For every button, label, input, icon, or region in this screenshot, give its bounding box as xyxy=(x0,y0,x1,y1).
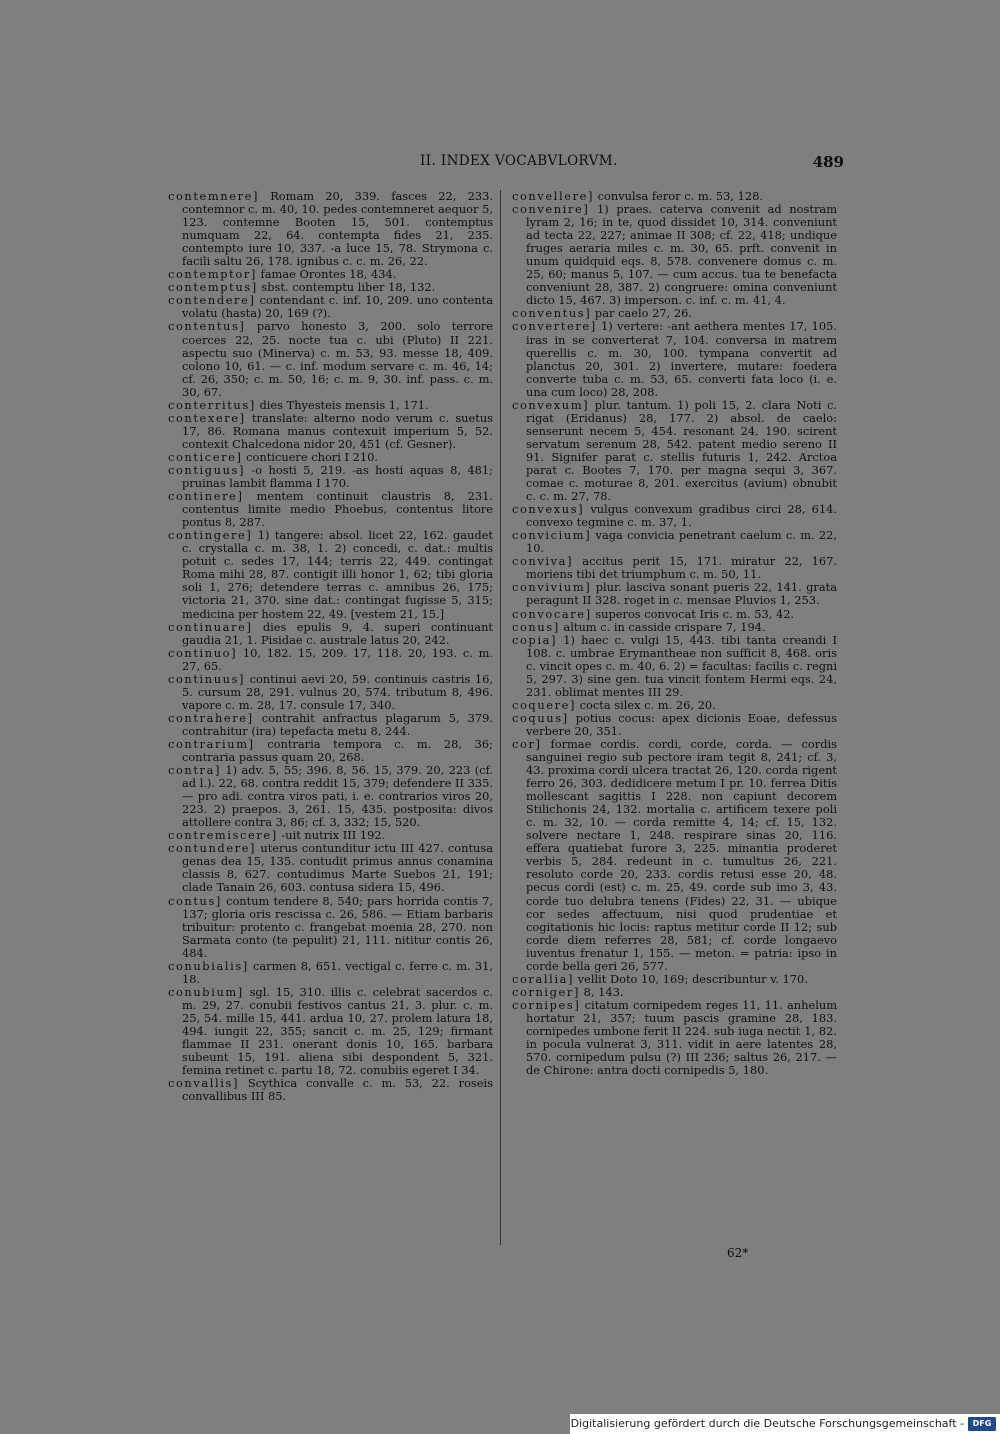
entry-lemma: convenire] xyxy=(512,202,590,217)
index-entry xyxy=(168,712,493,738)
entry-lemma: conterritus] xyxy=(168,397,256,412)
entry-text: contum tendere 8, 540; pars horrida contis 7, 137; gloria oris rescissa c. 26, 586. — Etiam barbaris tribuitur: protento c. frangebat moenia 28, 270. non Sarmata conto (te pepulit) 21, 111. nititur contis 26, 484. xyxy=(182,893,493,960)
entry-lemma: convellere] xyxy=(512,190,595,203)
entry-lemma: contus] xyxy=(168,893,222,908)
entry-text: sgl. 15, 310. illis c. celebrat sacerdos c. m. 29, 27. conubii festivos cantus 21, 3. plur. c. m. 25, 54. mille 15, 441. ardua 10, 27. prolem latura 18, 494. iungit 22, 355; sancit c. m. 25, 129; firmant flammae II 231. onerant donis 10, 165. barbara subeunt 15, 191. aliena sibi despondent 5, 321. femina retinet c. partu 18, 72. conubiis egeret I 34. xyxy=(182,984,493,1078)
entry-lemma: contrahere] xyxy=(168,710,254,725)
index-entry xyxy=(168,464,493,490)
entry-lemma: convertere] xyxy=(512,319,597,334)
entry-text: 1) praes. caterva convenit ad nostram lyram 2, 16; in te, quod dissidet 10, 314. conveniunt ad tecta 22, 227; animae II 308; cf. 22, 418; undique fruges aeraria miles c. m. 30, 65. prft. convenit in unum quidquid eqs. 8, 578. convenere domus c. m. 25, 60; manus 5, 107. — cum accus. tua te benefacta conveniunt 28, 387. 2) congruere: omina conveniunt dicto 15, 467. 3) imperson. c. inf. c. m. 41, 4. xyxy=(526,202,837,308)
entry-text: 8, 143. xyxy=(579,984,624,999)
entry-lemma: convicium] xyxy=(512,528,592,543)
entry-lemma: conticere] xyxy=(168,449,243,464)
entry-lemma: coquus] xyxy=(512,710,569,725)
entry-lemma: conventus] xyxy=(512,306,592,321)
entry-lemma: conubium] xyxy=(168,984,244,999)
entry-text: potius cocus: apex dicionis Eoae, defessus verbere 20, 351. xyxy=(526,710,837,738)
index-entry xyxy=(168,294,493,320)
entry-text: accitus perit 15, 171. miratur 22, 167. moriens tibi det triumphum c. m. 50, 11. xyxy=(526,554,837,582)
entry-lemma: continuo] xyxy=(168,645,238,660)
index-entry xyxy=(512,738,837,973)
entry-text: dies Thyesteis mensis 1, 171. xyxy=(255,397,429,412)
entry-lemma: contendere] xyxy=(168,293,256,308)
entry-lemma: coquere] xyxy=(512,697,577,712)
entry-lemma: contemnere] xyxy=(168,190,259,203)
entry-text: famae Orontes 18, 434. xyxy=(256,267,397,282)
entry-text: continui aevi 20, 59. continuis castris 16, 5. cursum 28, 291. vulnus 20, 574. tributum 8, 496. vapore c. m. 28, 17. consule 17, 340. xyxy=(182,671,493,712)
entry-text: vaga convicia penetrant caelum c. m. 22, 10. xyxy=(526,528,837,556)
index-entry xyxy=(168,764,493,829)
entry-text: formae cordis. cordi, corde, corda. — cordis sanguinei regio sub pectore iram tegit 8, 241; cf. 3, 43. proxima cordi ulcera tractat 26, 120. corda rigent ferro 26, 303. dedidicere metum I pr. 10. ferrea Ditis mollescant sagittis I 228. non capiunt decorem Stilichonis 24, 132. mortalia c. artificem texere poli c. m. 32, 10. — corda remitte 4, 14; cf. 15, 132. solvere nectare 1, 248. respirare sinas 20, 116. effera quatiebat furore 3, 225. minantia proderet verbis 5, 284. redeunt in c. tumultus 26, 221. resoluto corde 20, 233. cordis retusi esse 20, 48. pecus cordi (est) c. m. 25, 49. corde sub imo 3, 43. corde tuo delubra tenens (Fides) 22, 31. — ubique cor sedes affectuum, nisi quod prudentiae et cogitationis hic locis: raptus metitur corde II 12; sub corde diem referres 28, 581; cf. corde longaevo iuventus frenatur 1, 155. — meton. = patria: ipso in corde bella geri 26, 577. xyxy=(526,736,837,973)
entry-lemma: contundere] xyxy=(168,841,257,856)
entry-lemma: contiguus] xyxy=(168,462,246,477)
entry-lemma: contrarium] xyxy=(168,736,255,751)
entry-text: conticuere chori I 210. xyxy=(242,449,378,464)
book-page xyxy=(150,150,850,1262)
index-entry xyxy=(168,621,493,647)
entry-lemma: conubialis] xyxy=(168,958,249,973)
entry-text: citatum cornipedem reges 11, 11. anhelum hortatur 21, 357; tuum pascis gramine 28, 183. cornipedes umbone ferit II 224. sub iuga nectit 1, 82. in pocula vulnerat 3, 311. vidit in aere latentes 28, 570. cornipedum pulsu (?) III 236; saltus 26, 217. — de Chirone: antra docti cornipedis 5, 180. xyxy=(526,997,837,1078)
entry-text: 10, 182. 15, 209. 17, 118. 20, 193. c. m. 27, 65. xyxy=(182,645,493,673)
entry-lemma: contexere] xyxy=(168,410,246,425)
entry-lemma: contremiscere] xyxy=(168,828,278,843)
index-entry xyxy=(168,647,493,673)
entry-text: 1) vertere: -ant aethera mentes 17, 105. iras in se converterat 7, 104. conversa in matrem querellis c. m. 30, 100. tympana convertit ad planctus 20, 301. 2) invertere, mutare: foedera converte tuba c. m. 53, 65. converti fata loco (i. e. una cum loco) 28, 208. xyxy=(526,319,837,399)
entry-lemma: corniger] xyxy=(512,984,580,999)
entry-text: contrahit anfractus plagarum 5, 379. contrahitur (ira) tepefacta metu 8, 244. xyxy=(182,710,493,738)
entry-text: superos convocat Iris c. m. 53, 42. xyxy=(591,606,795,621)
entry-text: plur. lasciva sonant pueris 22, 141. grata peragunt II 328. roget in c. mensae Pluvios 1, 253. xyxy=(526,580,837,608)
index-entry xyxy=(168,738,493,764)
dfg-logo-icon: DFG xyxy=(968,1417,996,1431)
index-entry xyxy=(512,712,837,738)
entry-text: sbst. contemptu liber 18, 132. xyxy=(257,280,436,295)
entry-text: cocta silex c. m. 26, 20. xyxy=(576,697,716,712)
entry-text: -o hosti 5, 219. -as hosti aquas 8, 481; pruinas lambit flamma I 170. xyxy=(182,462,493,491)
entry-text: -uit nutrix III 192. xyxy=(277,828,386,843)
entry-lemma: contingere] xyxy=(168,528,253,543)
entry-text: Romam 20, 339. fasces 22, 233. contemnor c. m. 40, 10. pedes contemneret aequor 5, 123. contemne Booten 15, 501. contemptus numquam 22, 64. contempta fides 21, 235. contempto iure 10, 337. -a luce 15, 78. Strymona c. facili saltu 26, 178. ignibus c. c. m. 26, 22. xyxy=(182,190,493,269)
index-entry xyxy=(512,203,837,307)
index-entry xyxy=(168,490,493,529)
index-entry xyxy=(512,999,837,1077)
entry-text: parvo honesto 3, 200. solo terrore coerces 22, 25. nocte tua c. ubi (Pluto) II 221. aspectu suo (Minerva) c. m. 53, 93. messe 18, 409. colono 10, 61. — c. inf. modum servare c. m. 46, 14; cf. 26, 350; c. m. 50, 16; c. m. 9, 30. inf. pass. c. m. 30, 67. xyxy=(182,319,493,399)
page-number: 489 xyxy=(812,153,844,171)
index-entry xyxy=(512,399,837,503)
entry-lemma: conviva] xyxy=(512,554,574,569)
column-divider xyxy=(500,190,501,1245)
index-entry xyxy=(168,960,493,986)
entry-text: plur. tantum. 1) poli 15, 2. clara Noti c. rigat (Eridanus) 28, 177. 2) absol. de caelo: senserunt necem 5, 454. resonant 24, 190. scirent servatum serenum 28, 542. patent medio sereno II 91. Signifer parat c. stellis futuris 1, 242. Arctoa parat c. Bootes 7, 170. per magna sequi 3, 367. comae c. moturae 8, 201. exercitus (avium) obnubit c. c. m. 27, 78. xyxy=(526,397,837,504)
footer-credit: Digitalisierung gefördert durch die Deutsche Forschungsgemeinschaft - xyxy=(570,1417,964,1430)
entry-lemma: cornipes] xyxy=(512,997,581,1012)
entry-lemma: corallia] xyxy=(512,971,575,986)
entry-text: carmen 8, 651. vectigal c. ferre c. m. 31, 18. xyxy=(182,958,493,986)
index-entry xyxy=(512,581,837,607)
entry-lemma: contra] xyxy=(168,763,222,778)
digitization-footer xyxy=(570,1414,1000,1434)
entry-text: 1) haec c. vulgi 15, 443. tibi tanta creandi I 108. c. umbrae Erymantheae non sufficit 8, 468. oris c. vincit opes c. m. 40, 6. 2) = facultas: facilis c. regni 5, 297. 3) sine gen. tua vincit fontem Hermi eqs. 24, 231. oblimat mentes III 29. xyxy=(526,632,837,699)
left-column xyxy=(168,190,493,1270)
entry-lemma: convexum] xyxy=(512,397,590,412)
index-entry xyxy=(168,895,493,960)
index-entry xyxy=(168,1077,493,1103)
index-entry xyxy=(512,529,837,555)
entry-text: vulgus convexum gradibus circi 28, 614. convexo tegmine c. m. 37, 1. xyxy=(526,502,837,530)
index-entry xyxy=(512,555,837,581)
running-head xyxy=(150,153,850,173)
entry-text: uterus contunditur ictu III 427. contusa genas dea 15, 135. contudit primus annus conamina classis 8, 627. contudimus Marte Suebos 21, 191; clade Tanain 26, 603. contusa sidera 15, 496. xyxy=(182,841,493,895)
entry-text: altum c. in casside crispare 7, 194. xyxy=(559,619,766,634)
entry-lemma: convocare] xyxy=(512,606,592,621)
running-title: II. INDEX VOCABVLORVM. xyxy=(420,153,618,169)
entry-lemma: continere] xyxy=(168,489,244,504)
entry-text: 1) adv. 5, 55; 396. 8, 56. 15, 379. 20, 223 (cf. ad l.). 22, 68. contra reddit 15, 379; defendere II 335. — pro adi. contra viros pati, i. e. contrarios viros 20, 223. 2) praepos. 3, 261. 15, 435. postposita: divos attollere contra 3, 86; cf. 3, 332; 15, 520. xyxy=(182,763,493,830)
entry-lemma: convexus] xyxy=(512,502,585,517)
index-entry xyxy=(512,503,837,529)
entry-text: mentem continuit claustris 8, 231. contentus limite medio Phoebus, contentus litore pontus 8, 287. xyxy=(182,489,493,530)
entry-lemma: contemptus] xyxy=(168,280,258,295)
entry-lemma: cor] xyxy=(512,736,542,751)
index-entry xyxy=(168,412,493,451)
entry-text: dies epulis 9, 4. superi continuant gaudia 21, 1. Pisidae c. australe latus 20, 242. xyxy=(182,619,493,647)
entry-text: translate: alterno nodo verum c. suetus 17, 86. Romana manus contexuit imperium 5, 52. contexit Chalcedona nidor 20, 451 (cf. Gesner). xyxy=(182,410,493,451)
signature-mark: 62* xyxy=(727,1246,749,1260)
right-column xyxy=(512,190,837,1270)
index-entry xyxy=(168,986,493,1077)
index-entry xyxy=(168,673,493,712)
entry-lemma: convallis] xyxy=(168,1076,240,1091)
index-entry xyxy=(512,634,837,699)
entry-lemma: contemptor] xyxy=(168,267,257,282)
entry-lemma: convivium] xyxy=(512,580,592,595)
entry-lemma: continuare] xyxy=(168,619,253,634)
index-entry xyxy=(168,190,493,268)
entry-text: par caelo 27, 26. xyxy=(591,306,692,321)
entry-text: contendant c. inf. 10, 209. uno contenta volatu (hasta) 20, 169 (?). xyxy=(182,293,493,321)
index-entry xyxy=(168,320,493,398)
entry-text: convulsa feror c. m. 53, 128. xyxy=(594,190,763,203)
index-entry xyxy=(168,842,493,894)
entry-text: vellit Doto 10, 169; describuntur v. 170. xyxy=(574,971,808,986)
index-entry xyxy=(168,529,493,620)
index-entry xyxy=(512,320,837,398)
entry-lemma: contentus] xyxy=(168,319,246,334)
entry-text: Scythica convalle c. m. 53, 22. roseis convallibus III 85. xyxy=(182,1076,493,1104)
entry-text: 1) tangere: absol. licet 22, 162. gaudet c. crystalla c. m. 38, 1. 2) concedi, c. dat.: multis potuit c. sedes 17, 144; terris 22, 449. contingat Roma mihi 28, 87. contigit illi honor 1, 62; tibi gloria soli 1, 276; detendere terras c. amnibus 26, 175; victoria 21, 370. sine dat.: contingat fugisse 5, 315; medicina per hostem 22, 49. [vestem 21, 15.] xyxy=(182,528,493,621)
entry-text: contraria tempora c. m. 28, 36; contraria passus quam 20, 268. xyxy=(182,736,493,765)
entry-lemma: copia] xyxy=(512,632,558,647)
entry-lemma: conus] xyxy=(512,619,560,634)
entry-lemma: continuus] xyxy=(168,671,246,686)
